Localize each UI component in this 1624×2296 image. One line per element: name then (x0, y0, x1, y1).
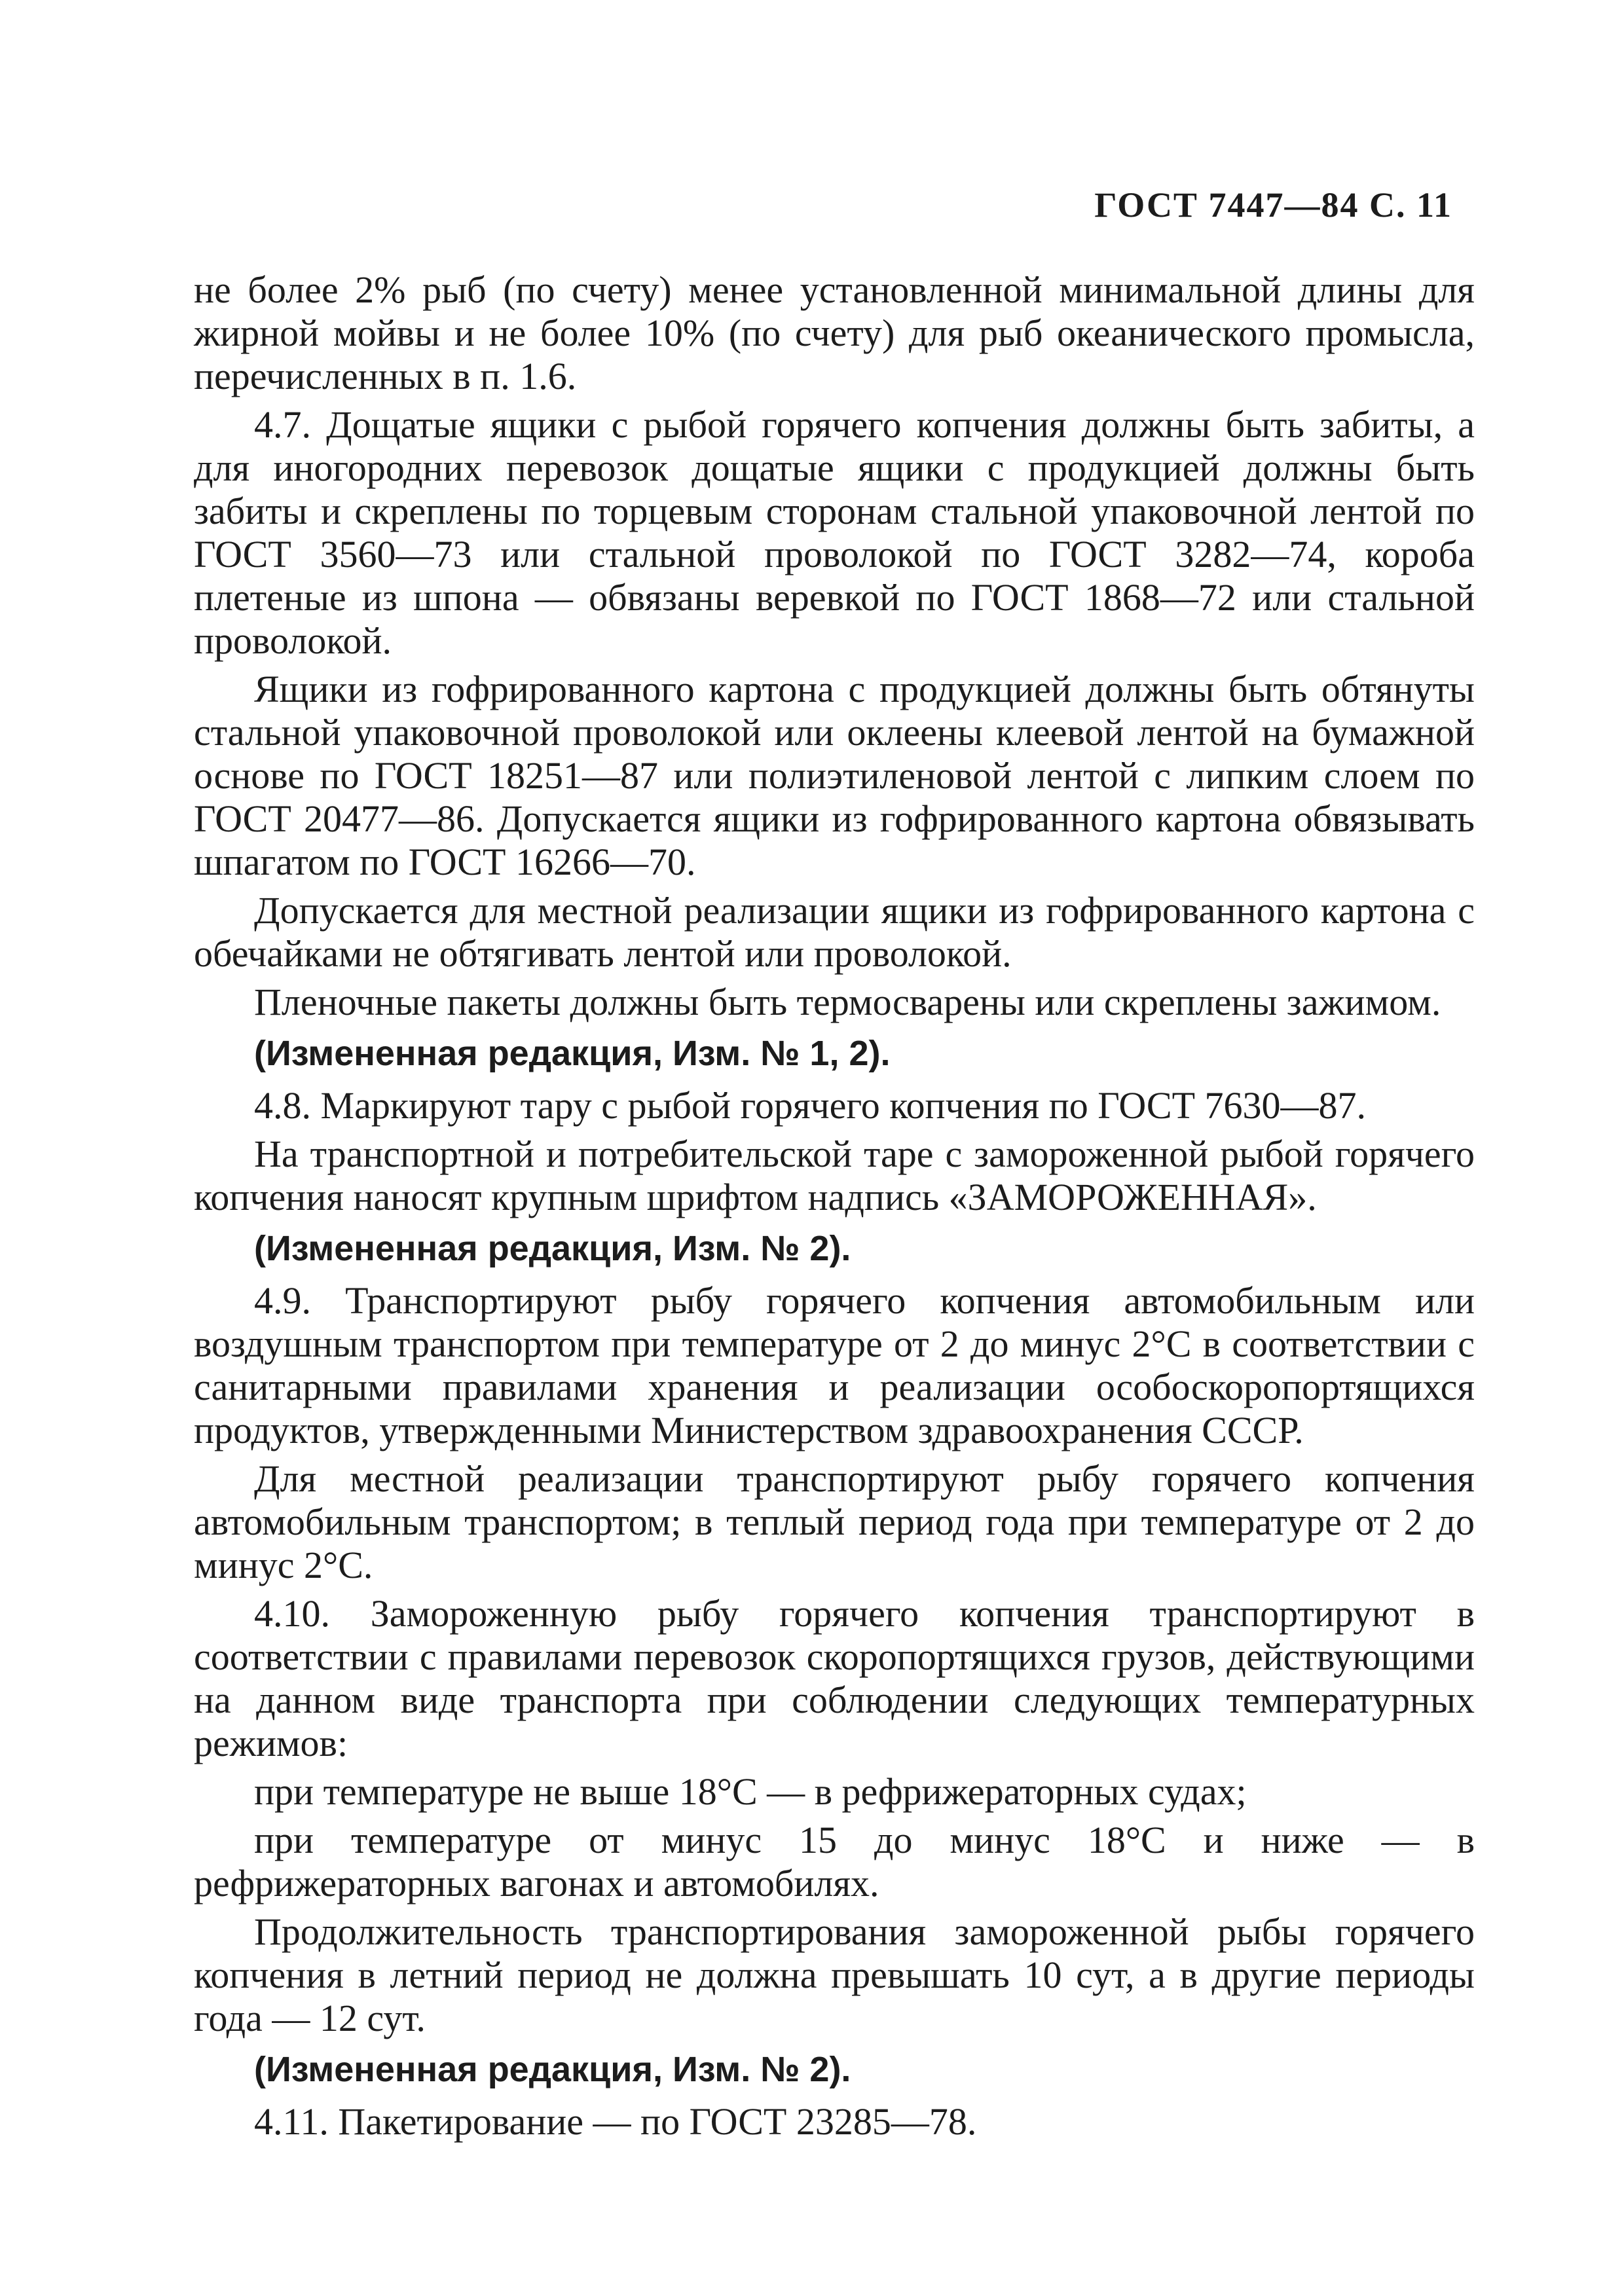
paragraph-cardboard-boxes: Ящики из гофрированного картона с продукцией должны быть обтянуты стальной упаковочной проволокой или оклеены клеевой лентой на бумажной основе по ГОСТ 18251—87 или полиэтиленовой лентой с липким слоем по ГОСТ 20477—86. Допускается ящики из гофрированного картона обвязывать шпагатом по ГОСТ 16266—70. (194, 668, 1475, 883)
paragraph-ship-regime: при температуре не выше 18°С — в рефрижераторных судах; (254, 1770, 1247, 1813)
paragraph-4-10: 4.10. Замороженную рыбу горячего копчения транспортируют в соответствии с правилами перевозок скоропортящихся грузов, действующими на данном виде транспорта при соблюдении следующих температурных режимов: (194, 1592, 1475, 1764)
paragraph-local-transport: Для местной реализации транспортируют рыбу горячего копчения автомобильным транспортом; в теплый период года при температуре от 2 до минус 2°С. (194, 1457, 1475, 1586)
page-number: С. 11 (1369, 185, 1452, 225)
page-header (1094, 185, 1452, 225)
paragraph-film-packages: Пленочные пакеты должны быть термосварены или скреплены зажимом. (254, 981, 1441, 1023)
paragraph-continuation: не более 2% рыб (по счету) менее установленной минимальной длины для жирной мойвы и не более 10% (по счету) для рыб океанического промысла, перечисленных в п. 1.6. (194, 268, 1475, 397)
paragraph-4-7: 4.7. Дощатые ящики с рыбой горячего копчения должны быть забиты, а для иногородних перевозок дощатые ящики с продукцией должны быть забиты и скреплены по торцевым сторонам стальной упаковочной лентой по ГОСТ 3560—73 или стальной проволокой по ГОСТ 3282—74, короба плетеные из шпона — обвязаны веревкой по ГОСТ 1868—72 или стальной проволокой. (194, 403, 1475, 662)
amendment-note: (Измененная редакция, Изм. № 2). (254, 1229, 851, 1268)
paragraph-4-9: 4.9. Транспортируют рыбу горячего копчения автомобильным или воздушным транспортом при температуре от 2 до минус 2°С в соответствии с санитарными правилами хранения и реализации особоскоропортящихся продуктов, утвержденными Министерством здравоохранения СССР. (194, 1279, 1475, 1451)
amendment-note: (Измененная редакция, Изм. № 1, 2). (254, 1034, 891, 1073)
paragraph-4-8: 4.8. Маркируют тару с рыбой горячего копчения по ГОСТ 7630—87. (254, 1084, 1367, 1127)
paragraph-duration: Продолжительность транспортирования замороженной рыбы горячего копчения в летний период не должна превышать 10 сут, а в другие периоды года — 12 сут. (194, 1910, 1475, 2039)
amendment-note: (Измененная редакция, Изм. № 2). (254, 2050, 851, 2089)
paragraph-4-11: 4.11. Пакетирование — по ГОСТ 23285—78. (254, 2100, 977, 2143)
paragraph-frozen-label: На транспортной и потребительской таре с замороженной рыбой горячего копчения наносят крупным шрифтом надпись «ЗАМОРОЖЕННАЯ». (194, 1133, 1475, 1218)
document-body (194, 268, 1475, 2149)
paragraph-local-sale: Допускается для местной реализации ящики из гофрированного картона с обечайками не обтягивать лентой или проволокой. (194, 889, 1475, 975)
standard-number: ГОСТ 7447—84 (1094, 185, 1359, 225)
paragraph-rail-regime: при температуре от минус 15 до минус 18°С и ниже — в рефрижераторных вагонах и автомобилях. (194, 1819, 1475, 1904)
